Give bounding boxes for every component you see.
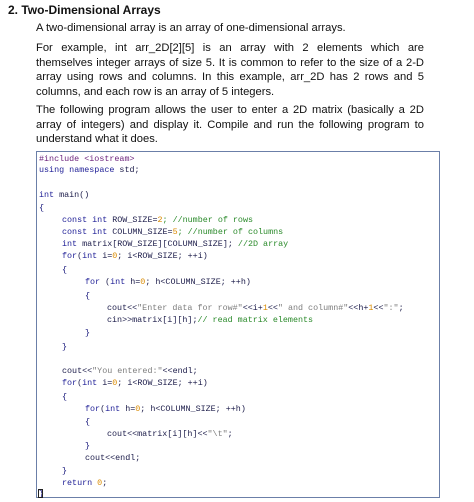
code-token: for	[85, 277, 101, 287]
code-line-brace: }	[62, 342, 68, 352]
code-line-you-entered	[62, 366, 198, 376]
code-line-brace: }	[85, 441, 91, 451]
code-line-brace: {	[85, 291, 91, 301]
code-token: (	[77, 378, 83, 388]
code-token: <<h+	[348, 303, 369, 313]
code-token: const int	[62, 227, 108, 237]
code-token: int	[110, 277, 126, 287]
code-line-cin	[107, 315, 313, 325]
code-token: cin>>matrix[i][h];	[107, 315, 198, 325]
code-token: i=	[97, 251, 113, 261]
code-line-outer-for-2	[62, 378, 208, 388]
code-token: ; //number of columns	[177, 227, 284, 237]
code-token: for	[62, 251, 78, 261]
code-token: <iostream>	[79, 154, 135, 164]
code-line-brace: {	[62, 265, 68, 275]
code-line-row-size	[62, 215, 253, 225]
code-token: //2D array	[232, 239, 289, 249]
code-token: (	[100, 277, 111, 287]
code-token: std;	[114, 165, 140, 175]
code-token: int	[82, 378, 98, 388]
code-token: return	[62, 478, 93, 488]
code-token: ;	[102, 478, 108, 488]
code-token: int	[39, 190, 55, 200]
code-line-print-matrix	[107, 429, 233, 439]
code-token: ;	[227, 429, 233, 439]
code-token: h=	[125, 277, 141, 287]
code-token: ; i<ROW_SIZE; ++i)	[117, 378, 208, 388]
code-token: main()	[54, 190, 90, 200]
code-token: cout<<matrix[i][h]<<	[107, 429, 208, 439]
code-line-brace: }	[85, 328, 91, 338]
code-token: i=	[97, 378, 113, 388]
code-token: 0	[135, 404, 141, 414]
code-line-inner-for	[85, 277, 251, 287]
code-token: ; h<COLUMN_SIZE; ++h)	[140, 404, 246, 414]
code-listing	[36, 151, 440, 498]
code-token: 0	[112, 378, 118, 388]
code-token: COLUMN_SIZE=	[107, 227, 173, 237]
code-token: int	[62, 239, 78, 249]
code-token: ; //number of rows	[162, 215, 253, 225]
code-token: 5	[172, 227, 178, 237]
code-token: "\t"	[207, 429, 228, 439]
section-heading: 2. Two-Dimensional Arrays	[8, 3, 161, 17]
code-line-outer-for	[62, 251, 208, 261]
code-token: namespace	[64, 165, 115, 175]
code-token: ROW_SIZE=	[107, 215, 158, 225]
code-token: 1	[368, 303, 374, 313]
code-line-return	[62, 478, 107, 488]
code-token: ":"	[383, 303, 399, 313]
code-line-column-size	[62, 227, 283, 237]
code-line-prompt	[107, 303, 404, 313]
code-line-brace: {	[62, 392, 68, 402]
code-token: using	[39, 165, 65, 175]
code-token: 1	[262, 303, 268, 313]
code-token: 0	[112, 251, 118, 261]
code-line-using	[39, 165, 140, 175]
code-line-matrix-decl	[62, 239, 288, 249]
code-token: " and column#"	[277, 303, 349, 313]
code-token: ; h<COLUMN_SIZE; ++h)	[145, 277, 251, 287]
code-token: cout<<	[62, 366, 93, 376]
code-token: int	[105, 404, 121, 414]
code-token: // read matrix elements	[197, 315, 314, 325]
code-token: <<	[267, 303, 278, 313]
text-cursor-mark	[38, 489, 43, 498]
code-token: int	[82, 251, 98, 261]
code-token: matrix[ROW_SIZE][COLUMN_SIZE];	[77, 239, 233, 249]
code-line-endl: cout<<endl;	[85, 453, 141, 463]
code-token: cout<<	[107, 303, 138, 313]
code-token: for	[62, 378, 78, 388]
example-paragraph: For example, int arr_2D[2][5] is an array with 2 elements which are themselves integer arrays of size 5. It is common to refer to the size of a 2-D array using rows and columns. In this example, arr_2D has 2 rows and 5 columns, and each row is an array of 5 integers.	[36, 42, 424, 98]
code-token: 2	[157, 215, 163, 225]
code-token: ;	[398, 303, 404, 313]
code-line-include	[39, 154, 135, 164]
code-line-brace: }	[62, 466, 68, 476]
code-token: #include	[39, 154, 80, 164]
code-token: <<i+	[242, 303, 263, 313]
code-line-inner-for-2	[85, 404, 246, 414]
code-token: ; i<ROW_SIZE; ++i)	[117, 251, 208, 261]
code-token: for	[85, 404, 101, 414]
code-token: 0	[140, 277, 146, 287]
code-token: "You entered:"	[92, 366, 163, 376]
code-token: (	[100, 404, 106, 414]
program-description-paragraph: The following program allows the user to enter a 2D matrix (basically a 2D array of integers) and display it. Compile and run the following program to understand what it does.	[36, 104, 424, 145]
intro-paragraph: A two-dimensional array is an array of one-dimensional arrays.	[36, 22, 346, 34]
code-line-close-brace: }	[39, 489, 45, 499]
code-token: const int	[62, 215, 108, 225]
code-token: h=	[120, 404, 136, 414]
code-token: "Enter data for row#"	[137, 303, 243, 313]
code-line-open-brace: {	[39, 203, 45, 213]
code-line-main	[39, 190, 89, 200]
code-line-brace: {	[85, 417, 91, 427]
code-token: <<	[373, 303, 384, 313]
code-token: (	[77, 251, 83, 261]
code-token: <<endl;	[162, 366, 198, 376]
code-token: 0	[92, 478, 103, 488]
